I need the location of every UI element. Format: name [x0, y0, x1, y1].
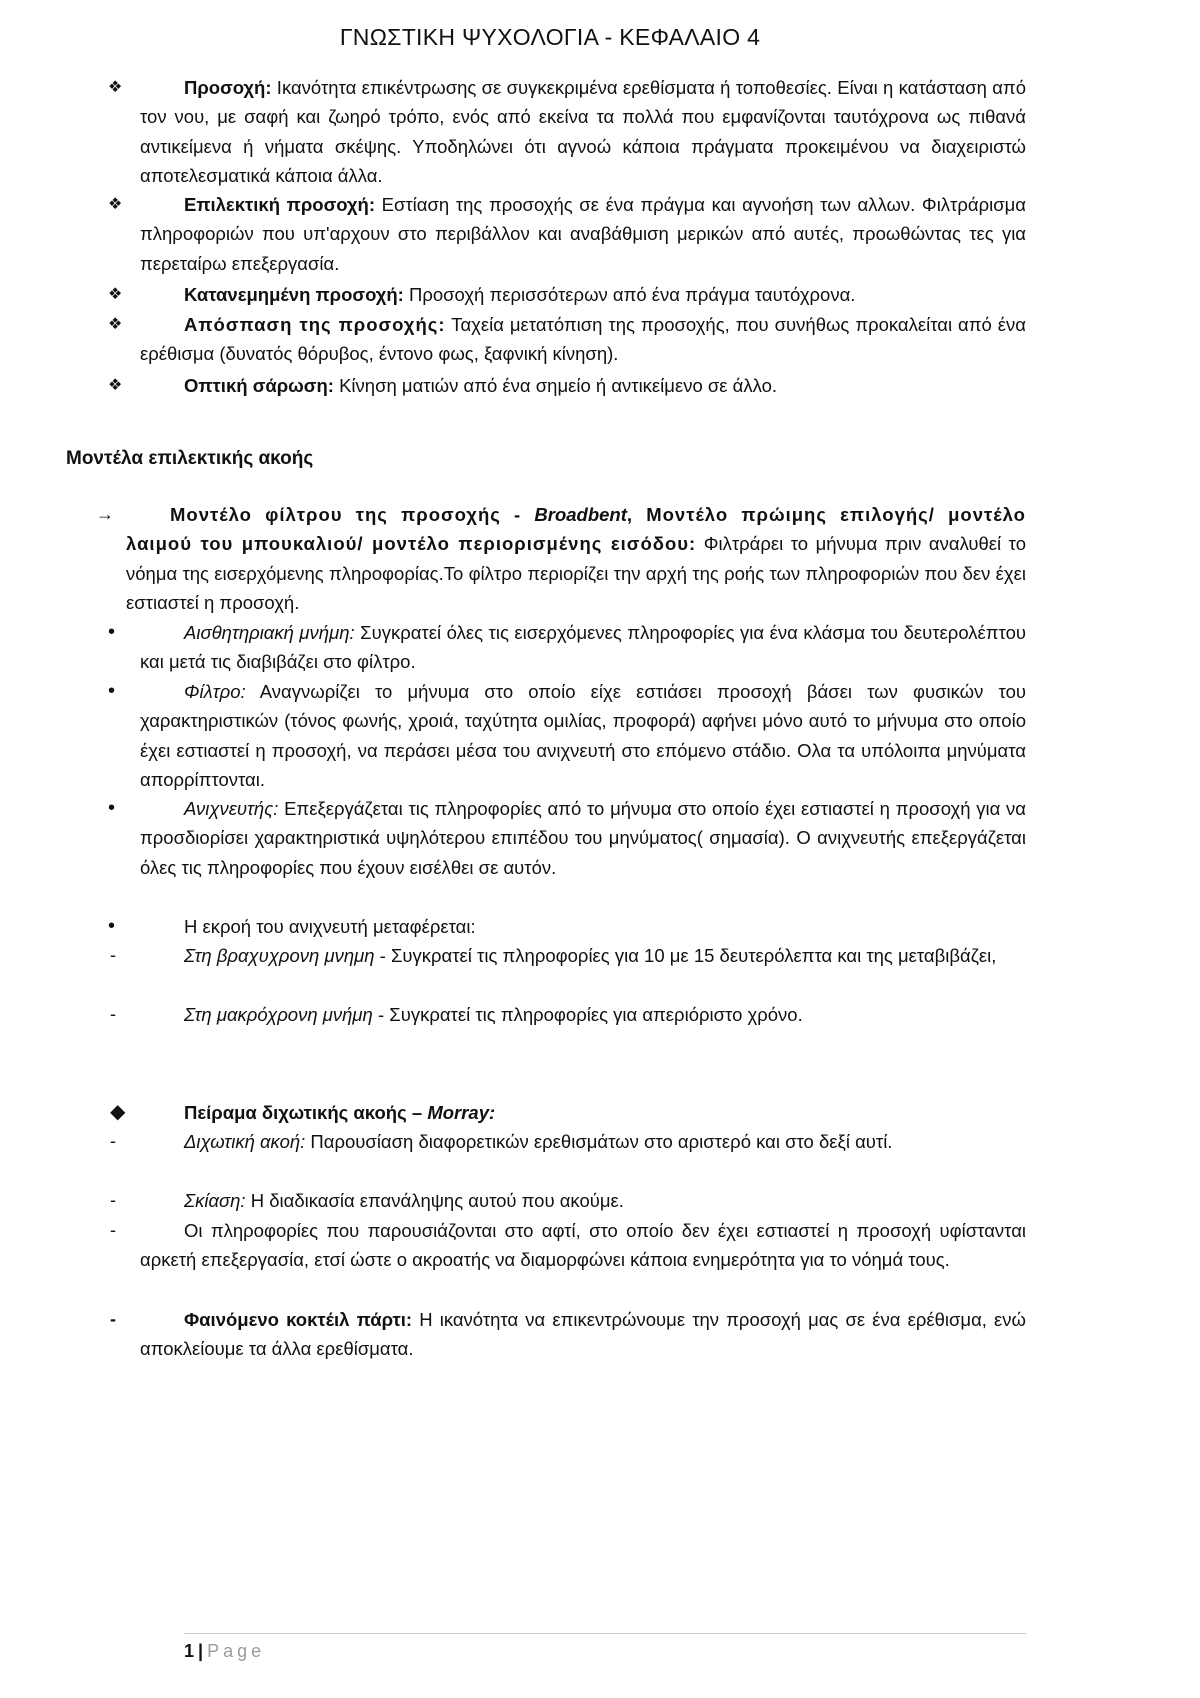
page-title: ΓΝΩΣΤΙΚΗ ΨΥΧΟΛΟΓΙΑ - ΚΕΦΑΛΑΙΟ 4: [339, 24, 761, 50]
term: Προσοχή:: [184, 77, 272, 98]
dash-term: Διχωτική ακοή:: [184, 1131, 306, 1152]
definition-text: Εστίαση της προσοχής σε ένα πράγμα και αγνοήση των αλλων. Φιλτράρισμα πληροφοριών που υπ'αρχουν στο περιβάλλον και αναβάθμιση μερικών από αυτές, προωθώντας τες για περεταίρω επεξεργασία.: [140, 194, 1026, 274]
dichotic-experiment-title: [140, 1098, 1026, 1127]
term: Κατανεμημένη προσοχή:: [184, 284, 404, 305]
dash-term: Φαινόμενο κοκτέιλ πάρτι:: [184, 1309, 413, 1330]
bullet-text: Αναγνωρίζει το μήνυμα στο οποίο είχε εστιάσει προσοχή βάσει των φυσικών του χαρακτηριστικών (τόνος φωνής, χροιά, ταχύτητα ομιλίας, προφορά) αφήνει μόνο αυτό το μήνυμα στο οποίο έχει εστιαστεί η προσοχή, να περάσει μέσα του ανιχνευτή στο επόμενο στάδιο. Ολα τα υπόλοιπα μηνύματα απορρίπτονται.: [140, 681, 1026, 790]
dash-marker: -: [110, 1220, 116, 1240]
filter-model-description: [126, 500, 1026, 617]
bullet-marker: •: [108, 797, 116, 819]
definition-selective-attention: [140, 190, 1026, 278]
definition-divided-attention: [140, 280, 1026, 309]
dash-long-term-memory: [140, 1000, 1026, 1029]
definition-text: Κίνηση ματιών από ένα σημείο ή αντικείμενο σε άλλο.: [333, 375, 778, 396]
model-text: Φιλτράρει το μήνυμα πριν αναλυθεί το νόημα της εισερχόμενης πληροφορίας.Το φίλτρο περιορίζει την αρχή της ροής των πληροφοριών που δεν έχει εστιαστεί η προσοχή.: [126, 533, 1026, 613]
dash-text: Παρουσίαση διαφορετικών ερεθισμάτων στο αριστερό και στο δεξί αυτί.: [305, 1131, 893, 1152]
section-heading: Μοντέλα επιλεκτικής ακοής: [66, 448, 314, 469]
item-marker: ❖: [108, 377, 123, 394]
term: Επιλεκτική προσοχή:: [184, 194, 375, 215]
model-term: Μοντέλο φίλτρου της προσοχής -: [170, 504, 535, 525]
dash-term: Στη βραχυχρονη μνημη: [184, 945, 375, 966]
dash-cocktail-party: [140, 1305, 1026, 1364]
bullet-detector-output: [140, 912, 1026, 941]
dash-short-term-memory: [140, 941, 1026, 970]
model-author: Broadbent: [534, 504, 627, 525]
bullet-filter: [140, 677, 1026, 794]
definition-text: Προσοχή περισσότερων από ένα πράγμα ταυτόχρονα.: [403, 284, 856, 305]
dash-text: Οι πληροφορίες που παρουσιάζονται στο αφτί, στο οποίο δεν έχει εστιαστεί η προσοχή υφίστανται αρκετή επεξεργασία, ετσί ώστε ο ακροατής να διαμορφώνει κάποια ενημερότητα για το νόημά τους.: [140, 1220, 1026, 1271]
bullet-text: Συγκρατεί όλες τις εισερχόμενες πληροφορίες για ένα κλάσμα του δευτερολέπτου και μετά τις διαβιβάζει στο φίλτρο.: [140, 622, 1026, 673]
bullet-term: Αισθητηριακή μνήμη:: [184, 622, 355, 643]
page-number: 1: [184, 1641, 195, 1661]
dash-text: Η ικανότητα να επικεντρώνουμε την προσοχή μας σε ένα ερέθισμα, ενώ αποκλείουμε τα άλλα ερεθίσματα.: [140, 1309, 1026, 1360]
term: Απόσπαση της προσοχής:: [184, 314, 446, 335]
dash-marker: -: [110, 1004, 116, 1024]
definition-text: Ικανότητα επικέντρωσης σε συγκεκριμένα ερεθίσματα ή τοποθεσίες. Είναι η κατάσταση από τον νου, με σαφή και ζωηρό τρόπο, ενός από εκείνα τα πολλά που εμφανίζονται ταυτόχρονα ως πιθανά αντικείμενα ή νήματα σκέψης. Υποδηλώνει ότι αγνοώ κάποια πράγματα προκειμένου να διαχειριστώ αποτελεσματικά κάποια άλλα.: [140, 77, 1026, 186]
definition-distraction: [140, 310, 1026, 369]
page-footer: [184, 1641, 265, 1662]
dash-marker: -: [110, 1131, 116, 1151]
dash-term: Σκίαση:: [184, 1190, 246, 1211]
dash-term: Στη μακρόχρονη μνήμη: [184, 1004, 373, 1025]
experiment-term: Πείραμα διχωτικής ακοής –: [184, 1102, 428, 1123]
item-marker: ❖: [108, 196, 123, 213]
term: Οπτική σάρωση:: [184, 375, 334, 396]
item-marker: ❖: [108, 316, 123, 333]
dash-unattended-processing: [140, 1216, 1026, 1275]
dash-marker: -: [110, 945, 116, 965]
dash-text: - Συγκρατεί τις πληροφορίες για απεριόριστο χρόνο.: [372, 1004, 803, 1025]
diamond-marker: ◆: [110, 1101, 126, 1123]
footer-separator: |: [198, 1641, 204, 1661]
definition-visual-scan: [140, 371, 1026, 400]
dash-marker: -: [110, 1309, 116, 1329]
experiment-author: Morray:: [427, 1102, 496, 1123]
bullet-marker: •: [108, 680, 116, 702]
bullet-text: Επεξεργάζεται τις πληροφορίες από το μήνυμα στο οποίο έχει εστιαστεί η προσοχή για να προσδιορίσει χαρακτηριστικά υψηλότερου επιπέδου του μηνύματος( σημασία). Ο ανιχνευτής επεξεργάζεται όλες τις πληροφορίες που έχουν εισέλθει σε αυτόν.: [140, 798, 1026, 878]
arrow-marker: →: [96, 504, 114, 524]
dash-marker: -: [110, 1190, 116, 1210]
definition-attention: [140, 73, 1026, 190]
bullet-term: Ανιχνευτής:: [184, 798, 279, 819]
bullet-term: Φίλτρο:: [184, 681, 246, 702]
definition-text: Ταχεία μετατόπιση της προσοχής, που συνήθως προκαλείται από ένα ερέθισμα (δυνατός θόρυβος, έντονο φως, ξαφνική κίνηση).: [140, 314, 1026, 365]
dash-shadowing: [140, 1186, 1026, 1215]
item-marker: ❖: [108, 286, 123, 303]
page-label: Page: [207, 1641, 266, 1661]
bullet-detector: [140, 794, 1026, 882]
footer-divider: [184, 1633, 1026, 1634]
item-marker: ❖: [108, 79, 123, 96]
dash-dichotic-listening: [140, 1127, 1026, 1156]
dash-text: - Συγκρατεί τις πληροφορίες για 10 με 15 δευτερόλεπτα και της μεταβιβάζει,: [374, 945, 997, 966]
bullet-marker: •: [108, 621, 116, 643]
bullet-sensory-memory: [140, 618, 1026, 677]
dash-text: Η διαδικασία επανάληψης αυτού που ακούμε.: [245, 1190, 624, 1211]
bullet-text: Η εκροή του ανιχνευτή μεταφέρεται:: [184, 916, 476, 937]
bullet-marker: •: [108, 915, 116, 937]
model-term-rest: , Μοντέλο πρώιμης επιλογής/ μοντέλο λαιμού του μπουκαλιού/ μοντέλο περιορισμένης εισόδου:: [126, 504, 1026, 555]
